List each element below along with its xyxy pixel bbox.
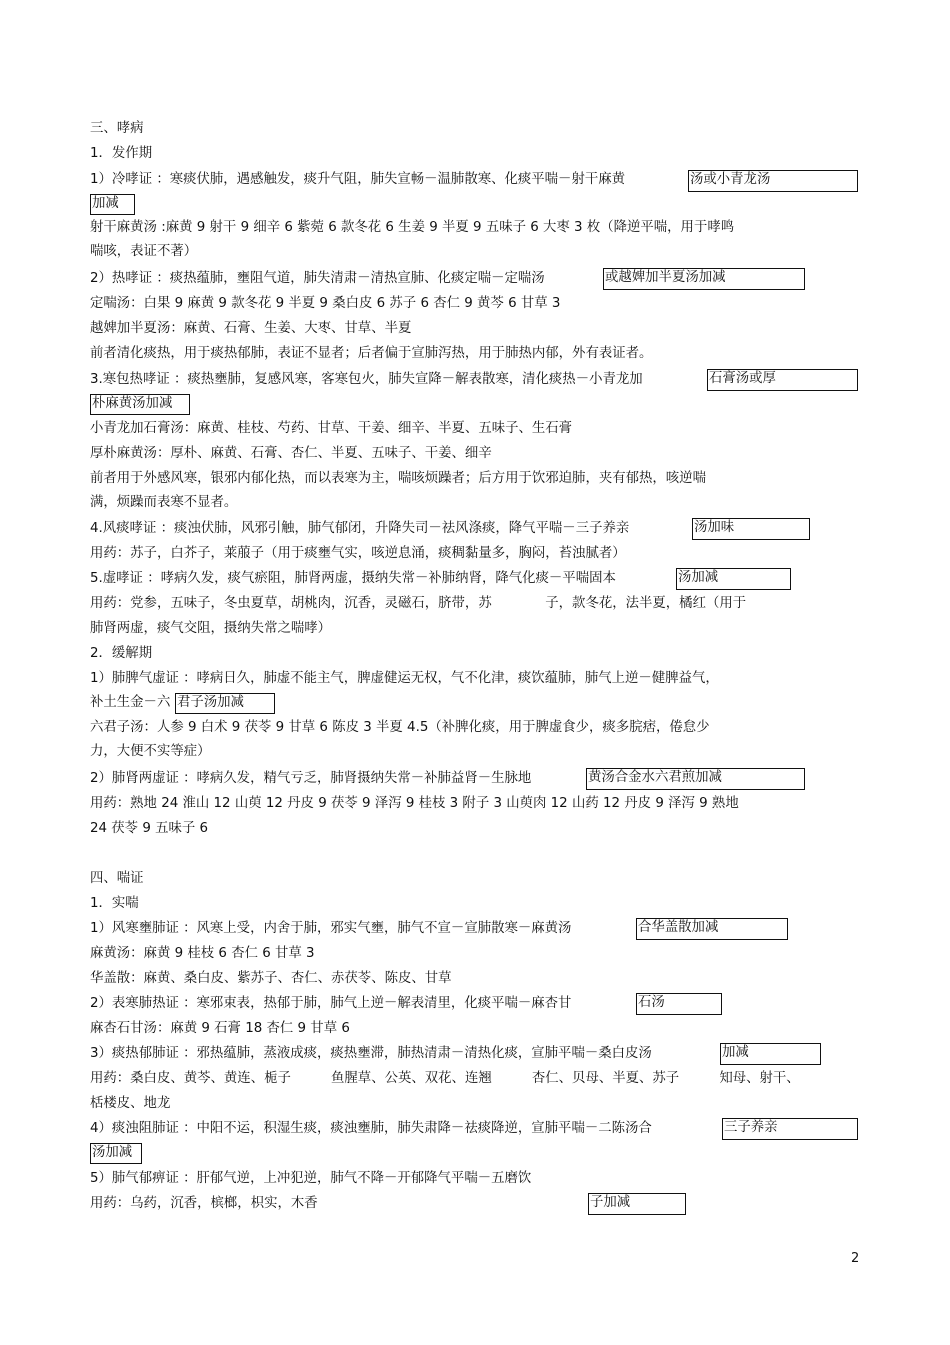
text-line: 5）肺气郁痹证 ：肝郁气逆，上冲犯逆，肺气不降－开郁降气平喘－五磨饮: [90, 1171, 532, 1186]
text-line: 华盖散：麻黄、桑白皮、紫苏子、杏仁、赤茯苓、陈皮、甘草: [90, 971, 452, 986]
text-line: 24 茯苓 9 五味子 6: [90, 821, 209, 836]
text-line: 麻杏石甘汤：麻黄 9 石膏 18 杏仁 9 甘草 6: [90, 1021, 350, 1036]
text-line: 3.寒包热哮证 ：痰热壅肺，复感风寒，客寒包火，肺失宣降－解表散寒，清化痰热－小青龙加: [90, 372, 643, 387]
highlight-box: 汤加减: [90, 1143, 142, 1164]
highlight-box: 朴麻黄汤加减: [90, 394, 190, 415]
highlight-box: 黄汤合金水六君煎加减: [586, 768, 805, 790]
text-line: 4）痰浊阻肺证 ：中阳不运，积湿生痰，痰浊壅肺，肺失肃降－祛痰降逆，宣肺平喘－二陈汤合: [90, 1121, 652, 1136]
text-line: 前者清化痰热，用于痰热郁肺，表证不显者；后者偏于宣肺泻热，用于肺热内郁，外有表证者。: [90, 346, 653, 361]
text-line: 5.虚哮证 ：哮病久发，痰气瘀阻，肺肾两虚，摄纳失常－补肺纳肾，降气化痰－平喘固本: [90, 571, 616, 586]
highlight-box: 合华盖散加减: [636, 918, 788, 940]
text-line: 1）肺脾气虚证 ：哮病日久，肺虚不能主气，脾虚健运无权，气不化津，痰饮蕴肺，肺气上逆－健脾益气，: [90, 671, 719, 686]
page-number: 2: [851, 1251, 860, 1266]
text-line: 用药：乌药，沉香，槟榔，枳实，木香: [90, 1196, 318, 1211]
text-line: 用药：党参，五味子，冬虫夏草，胡桃肉，沉香，灵磁石，脐带，苏 子，款冬花，法半夏，橘红（用于: [90, 596, 747, 611]
text-line: 射干麻黄汤 :麻黄 9 射干 9 细辛 6 紫菀 6 款冬花 6 生姜 9 半夏 9 五味子 6 大枣 3 枚（降逆平喘，用于哮鸣: [90, 220, 735, 235]
text-line: 2．缓解期: [90, 646, 153, 661]
text-line: 小青龙加石膏汤：麻黄、桂枝、芍药、甘草、干姜、细辛、半夏、五味子、生石膏: [90, 421, 573, 436]
text-line: 2）肺肾两虚证 ：哮病久发，精气亏乏，肺肾摄纳失常－补肺益肾－生脉地: [90, 771, 532, 786]
text-line: 六君子汤：人参 9 白术 9 茯苓 9 甘草 6 陈皮 3 半夏 4.5（补脾化痰，用于脾虚食少，痰多脘痞，倦怠少: [90, 720, 710, 735]
highlight-box: 石膏汤或厚: [707, 369, 858, 391]
text-line: 1）风寒壅肺证 ：风寒上受，内舍于肺，邪实气壅，肺气不宣－宣肺散寒－麻黄汤: [90, 921, 572, 936]
text-line: 3）痰热郁肺证 ：邪热蕴肺，蒸液成痰，痰热壅滞，肺热清肃－清热化痰，宣肺平喘－桑白皮汤: [90, 1046, 652, 1061]
highlight-box: 汤或小青龙汤: [688, 170, 858, 192]
text-line: 2）表寒肺热证 ：寒邪束表，热郁于肺，肺气上逆－解表清里，化痰平喘－麻杏甘: [90, 996, 572, 1011]
highlight-box: 或越婢加半夏汤加减: [603, 268, 805, 290]
text-line: 厚朴麻黄汤：厚朴、麻黄、石膏、杏仁、半夏、五味子、干姜、细辛: [90, 446, 492, 461]
text-line: 2）热哮证 ：痰热蕴肺，壅阻气道，肺失清肃－清热宣肺、化痰定喘－定喘汤: [90, 271, 545, 286]
text-line: 肺肾两虚，痰气交阻，摄纳失常之喘哮）: [90, 621, 332, 636]
text-line: 麻黄汤：麻黄 9 桂枝 6 杏仁 6 甘草 3: [90, 946, 315, 961]
text-line: 1）冷哮证 ：寒痰伏肺，遇感触发，痰升气阻，肺失宣畅－温肺散寒、化痰平喘－射干麻黄: [90, 172, 626, 187]
highlight-box: 三子养亲: [722, 1118, 858, 1140]
highlight-box: 君子汤加减: [175, 693, 275, 714]
text-line: 用药：苏子，白芥子，莱菔子（用于痰壅气实，咳逆息涌，痰稠黏量多，胸闷，苔浊腻者）: [90, 546, 626, 561]
text-line: 用药：熟地 24 淮山 12 山萸 12 丹皮 9 茯苓 9 泽泻 9 桂枝 3 附子 3 山萸肉 12 山药 12 丹皮 9 泽泻 9 熟地: [90, 796, 739, 811]
text-line: 满，烦躁而表寒不显者。: [90, 495, 238, 510]
text-line: 力，大便不实等症）: [90, 744, 211, 759]
text-line: 四、喘证: [90, 871, 144, 886]
highlight-box: 子加减: [588, 1193, 686, 1215]
text-line: 1．发作期: [90, 146, 153, 161]
text-line: 补土生金－六: [90, 695, 171, 710]
text-line: 喘咳，表证不著）: [90, 244, 198, 259]
highlight-box: 汤加味: [692, 518, 810, 540]
text-line: 越婢加半夏汤：麻黄、石膏、生姜、大枣、甘草、半夏: [90, 321, 412, 336]
text-line: 前者用于外感风寒，银邪内郁化热，而以表寒为主，喘咳烦躁者；后方用于饮邪迫肺，夹有郁热，咳逆喘: [90, 471, 706, 486]
highlight-box: 加减: [90, 194, 135, 215]
text-line: 定喘汤：白果 9 麻黄 9 款冬花 9 半夏 9 桑白皮 6 苏子 6 杏仁 9 黄芩 6 甘草 3: [90, 296, 561, 311]
highlight-box: 石汤: [636, 993, 722, 1015]
text-line: 三、哮病: [90, 121, 144, 136]
highlight-box: 汤加减: [676, 568, 791, 590]
text-line: 栝楼皮、地龙: [90, 1096, 171, 1111]
highlight-box: 加减: [720, 1043, 821, 1065]
text-line: 4.风痰哮证 ：痰浊伏肺，风邪引触，肺气郁闭，升降失司－祛风涤痰，降气平喘－三子养亲: [90, 521, 630, 536]
text-line: 1．实喘: [90, 896, 139, 911]
text-line: 用药：桑白皮、黄芩、黄连、栀子 鱼腥草、公英、双花、连翘 杏仁、贝母、半夏、苏子 知母、射干、: [90, 1071, 800, 1086]
